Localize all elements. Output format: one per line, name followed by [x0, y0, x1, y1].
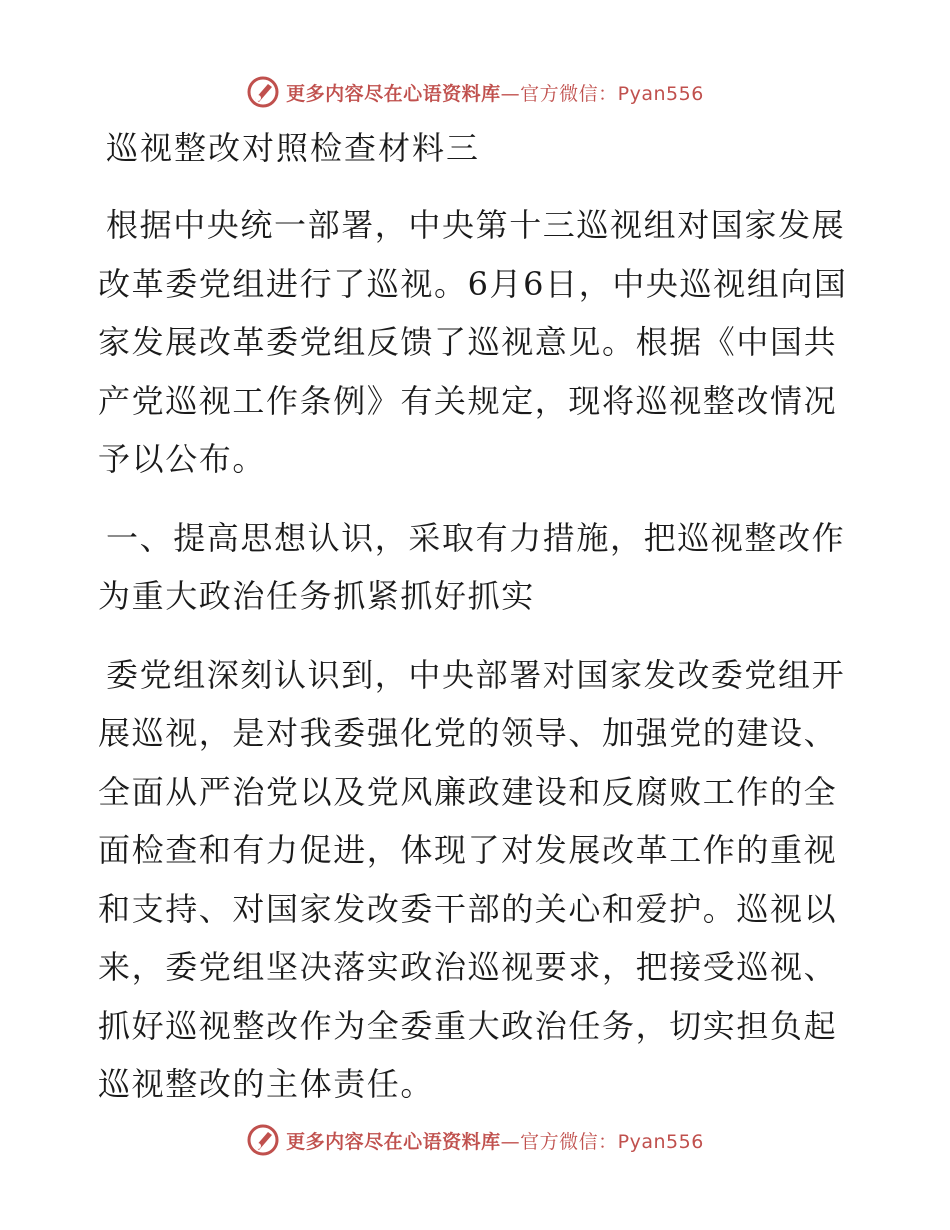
footer-banner-wechat: —官方微信：Pyan556: [500, 1130, 704, 1153]
section-1-heading: 一、提高思想认识，采取有力措施，把巡视整改作为重大政治任务抓紧抓好抓实: [98, 518, 846, 615]
footer-banner-site-name: 更多内容尽在心语资料库: [286, 1130, 501, 1153]
footer-banner: [0, 1120, 950, 1160]
document-title: 巡视整改对照检查材料三: [106, 129, 481, 167]
paragraph-2: 委党组深刻认识到，中央部署对国家发改委党组开展巡视，是对我委强化党的领导、加强党的建设、全面从严治党以及党风廉政建设和反腐败工作的全面检查和有力促进，体现了对发展改革工作的重视和支持、对国家发改委干部的关心和爱护。巡视以来，委党组坚决落实政治巡视要求，把接受巡视、抓好巡视整改作为全委重大政治任务，切实担负起巡视整改的主体责任。: [98, 655, 846, 1103]
header-banner-site-name: 更多内容尽在心语资料库: [286, 82, 501, 105]
header-banner-text: [286, 79, 704, 106]
document-body: [98, 118, 858, 1114]
footer-banner-text: [286, 1127, 704, 1154]
brush-quill-logo-icon: [246, 1123, 280, 1157]
header-banner-wechat: —官方微信：Pyan556: [500, 82, 704, 105]
brush-quill-logo-icon: [246, 75, 280, 109]
paragraph-1: 根据中央统一部署，中央第十三巡视组对国家发展改革委党组进行了巡视。6月6日，中央巡视组向国家发展改革委党组反馈了巡视意见。根据《中国共产党巡视工作条例》有关规定，现将巡视整改情况予以公布。: [98, 206, 848, 478]
header-banner: [0, 72, 950, 112]
